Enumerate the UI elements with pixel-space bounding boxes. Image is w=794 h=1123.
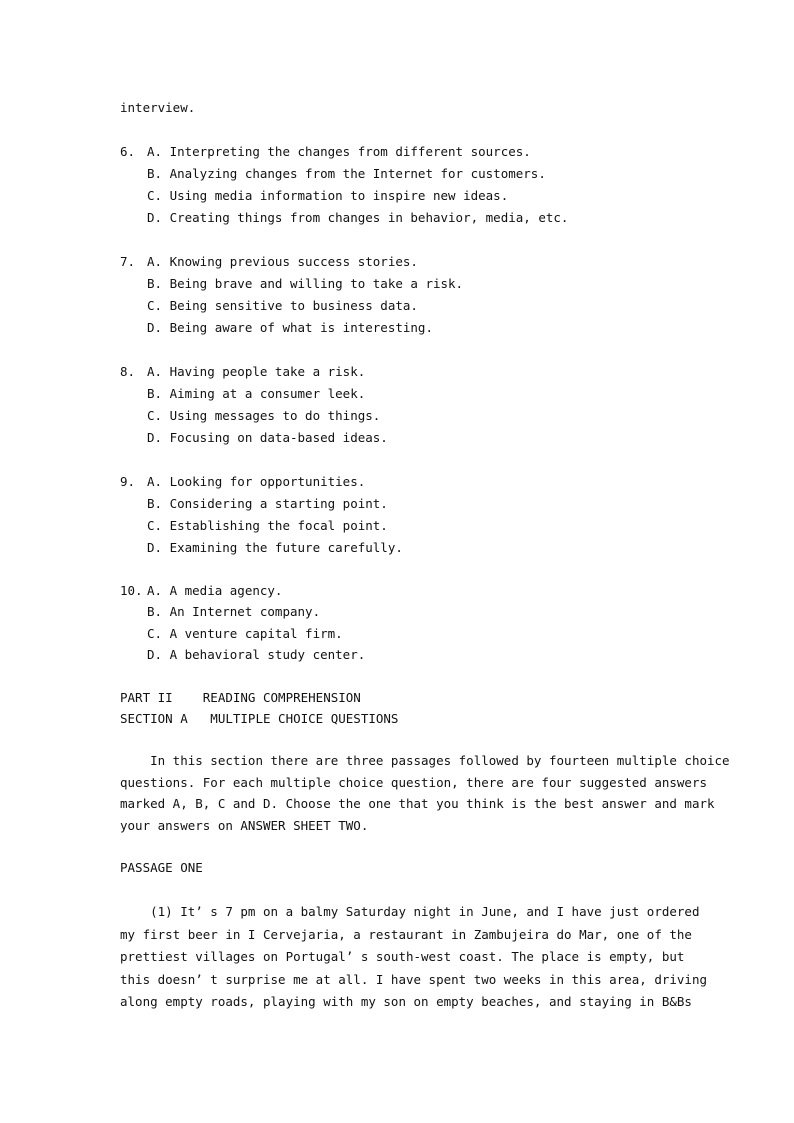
- option-a: A. Having people take a risk.: [147, 364, 366, 379]
- part-heading: PART II READING COMPREHENSION: [120, 690, 361, 705]
- option-d: D. Creating things from changes in behavior, media, etc.: [147, 210, 569, 225]
- option-c: C. Establishing the focal point.: [147, 518, 388, 533]
- option-a: A. Looking for opportunities.: [147, 474, 366, 489]
- question-number: 7.: [120, 254, 136, 269]
- option-b: B. Being brave and willing to take a risk.: [147, 276, 464, 291]
- intro-fragment: interview.: [120, 100, 196, 115]
- question-number: 9.: [120, 474, 136, 489]
- passage-line: my first beer in I Cervejaria, a restaurant in Zambujeira do Mar, one of the: [120, 926, 692, 942]
- instructions-line: questions. For each multiple choice question, there are four suggested answers: [120, 774, 707, 790]
- passage-line: (1) It’ s 7 pm on a balmy Saturday night in June, and I have just ordered: [120, 904, 700, 919]
- option-b: B. An Internet company.: [147, 604, 321, 619]
- option-d: D. A behavioral study center.: [147, 647, 366, 662]
- option-b: B. Analyzing changes from the Internet for customers.: [147, 166, 546, 181]
- instructions-line: your answers on ANSWER SHEET TWO.: [120, 817, 369, 833]
- option-d: D. Examining the future carefully.: [147, 540, 403, 555]
- passage-line: this doesn’ t surprise me at all. I have spent two weeks in this area, driving: [120, 971, 707, 987]
- passage-line: prettiest villages on Portugal’ s south-west coast. The place is empty, but: [120, 949, 685, 964]
- option-a: A. A media agency.: [147, 583, 283, 598]
- question-number: 6.: [120, 144, 136, 159]
- passage-heading: PASSAGE ONE: [120, 860, 203, 875]
- passage-line: along empty roads, playing with my son on empty beaches, and staying in B&Bs: [120, 994, 692, 1009]
- option-d: D. Focusing on data-based ideas.: [147, 430, 388, 445]
- question-number: 10.: [120, 583, 143, 598]
- option-c: C. Using media information to inspire new ideas.: [147, 188, 509, 203]
- instructions-paragraph: [120, 750, 730, 836]
- section-heading: SECTION A MULTIPLE CHOICE QUESTIONS: [120, 711, 399, 726]
- option-b: B. Aiming at a consumer leek.: [147, 386, 366, 401]
- option-c: C. Being sensitive to business data.: [147, 298, 418, 313]
- passage-paragraph: [120, 901, 707, 1014]
- option-c: C. A venture capital firm.: [147, 626, 343, 641]
- option-d: D. Being aware of what is interesting.: [147, 320, 433, 335]
- question-number: 8.: [120, 364, 136, 379]
- instructions-line: marked A, B, C and D. Choose the one that you think is the best answer and mark: [120, 796, 715, 811]
- option-c: C. Using messages to do things.: [147, 408, 381, 423]
- instructions-line: In this section there are three passages followed by fourteen multiple choice: [120, 753, 730, 768]
- option-b: B. Considering a starting point.: [147, 496, 388, 511]
- option-a: A. Knowing previous success stories.: [147, 254, 418, 269]
- option-a: A. Interpreting the changes from different sources.: [147, 144, 531, 159]
